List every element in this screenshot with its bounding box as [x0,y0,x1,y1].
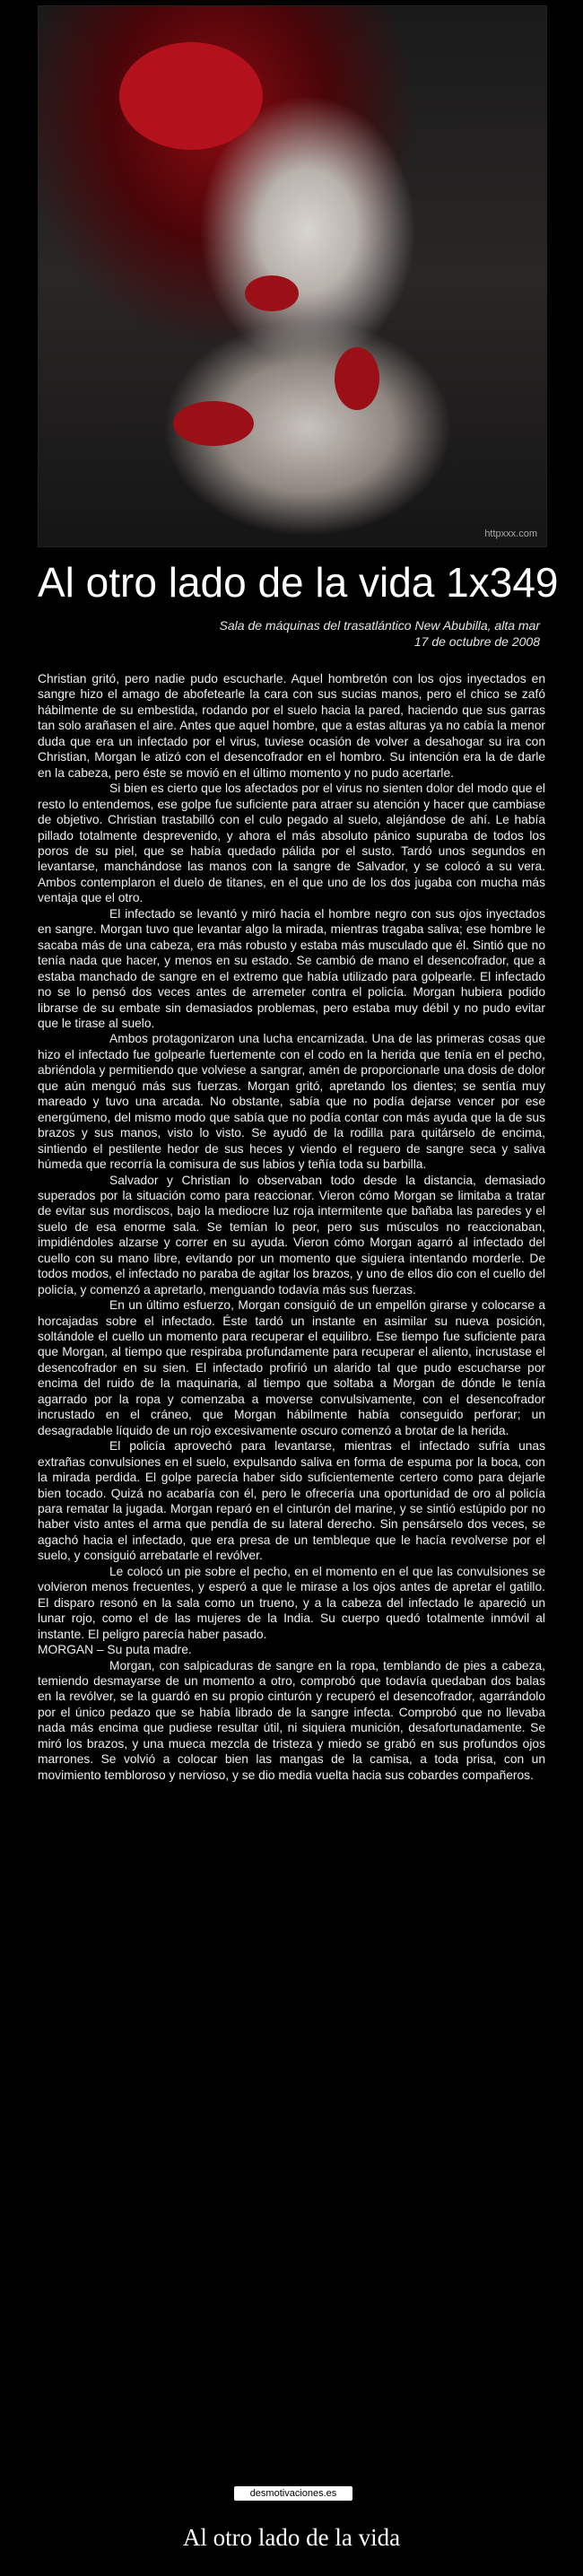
story-paragraph: El infectado se levantó y miró hacia el hombre negro con sus ojos inyectados en sangre. Morgan tuvo que levantar algo la mirada, mientras tragaba saliva; ese hombre le sacaba más de una cabeza, era más robusto y estaba más musculado que él. Sintió que no tenía nada que hacer, y menos en su estado. Se cambió de mano el desencofrador, que a estaba manchado de sangre en el extremo que había utilizado para golpearle. El infectado no se lo pensó dos veces antes de arremeter contra el policía. Morgan hubiera podido librarse de su embate sin demasiados problemas, pero estaba muy débil y no pudo evitar que le tirase al suelo. [38,906,545,1030]
story-paragraph: El policía aprovechó para levantarse, mientras el infectado sufría unas extrañas convulsiones en el suelo, expulsando saliva en forma de espuma por la boca, con la mirada perdida. El golpe parecía haber sido suficientemente certero como para dejarle bien tocado. Quizá no acabaría con él, pero le ofrecería una oportunidad de oro al policía para rematar la jugada. Morgan reparó en el cinturón del marine, y se sintió estúpido por no haber visto antes el arma que pendía de su lateral derecho. Sin pensárselo dos veces, se agachó hacia el infectado, que era presa de un tembleque que le hacía revolverse por el suelo, y consiguió arrebatarle el revólver. [38,1439,545,1563]
red-hair [119,42,263,150]
poster-caption: Al otro lado de la vida [182,2524,401,2551]
blood-stain [173,401,254,446]
story-paragraph: Salvador y Christian lo observaban todo desde la distancia, demasiado superados por la situación como para reaccionar. Vieron cómo Morgan se limitaba a tratar de evitar sus mordiscos, bajo la mediocre luz roja intermitente que bañaba las paredes y el suelo de esa enorme sala. Se temían lo peor, pero sus músculos no reaccionaban, impidiéndoles alzarse y correr en su ayuda. Vieron cómo Morgan agarró al infectado del cuello con su mano libre, evitando por un momento que siguiera intentando morderle. De todos modos, el infectado no paraba de agitar los brazos, y uno de ellos dio con el cuello del policía, y comenzó a apretarlo, menguando todavía más sus fuerzas. [38,1173,545,1297]
story-dialogue: MORGAN – Su puta madre. [38,1643,192,1657]
story-text [38,671,545,1783]
story-paragraph: Ambos protagonizaron una lucha encarnizada. Una de las primeras cosas que hizo el infectado fue golpearle fuertemente con el codo en la herida que tenía en el pecho, abriéndola y permitiendo que volviese a sangrar, amén de proporcionarle una dosis de dolor que aún menguó más sus fuerzas. Morgan gritó, apretando los dientes; se sentía muy mareado y tuvo una arcada. No obstante, sabía que no podía dejarse vencer por ese energúmeno, del mismo modo que sabía que no podía contar con más ayuda que la de sus brazos y sus manos, visto lo visto. Se ayudó de la rodilla para quitárselo de encima, sintiendo el pestilente hedor de sus heces y viendo el reguero de sangre seca y saliva húmeda que recorría la comisura de sus labios y teñía toda su barbilla. [38,1032,545,1172]
zombie-woman-photo [38,5,547,547]
site-watermark[interactable]: desmotivaciones.es [234,2486,352,2501]
photo-credit: httpxxx.com [484,528,537,539]
blood-stain [335,347,379,410]
story-paragraph: En un último esfuerzo, Morgan consiguió de un empellón girarse y colocarse a horcajadas sobre el infectado. Éste tardó un instante en asimilar su nueva posición, soltándole el cuello un momento para recuperar el equilibro. Ese tiempo fue suficiente para que Morgan, al tiempo que respiraba profundamente para recuperar el aliento, incrustase el desencofrador en su sien. El infectado profirió un alarido tal que pudo escucharse por encima del ruido de la maquinaria, al tiempo que soltaba a Morgan de dónde le tenía agarrado por la ropa y comenzaba a moverse convulsivamente, con el desencofrador incrustado en el cráneo, que Morgan hábilmente había conseguido perforar; un desagradable líquido de un rojo excesivamente oscuro comenzó a brotar de la herida. [38,1298,545,1437]
story-paragraph: Morgan, con salpicaduras de sangre en la ropa, temblando de pies a cabeza, temiendo desmayarse de un momento a otro, comprobó que todavía quedaban dos balas en la revólver, se la guardó en su propio cinturón y recuperó el desencofrador, agarrándolo por el único pedazo que se había librado de la sangre infecta. Comprobó que no llevaba nada más encima que pudiese resultar útil, ni siquiera munición, desafortunadamente. Se miró los brazos, y una mueca mezcla de tristeza y miedo se grabó en sus profundos ojos marrones. Se volvió a colocar bien las mangas de la camisa, a toda prisa, con un movimiento tembloroso y nervioso, y se dio media vuelta hacia sus cobardes compañeros. [38,1658,545,1782]
demotivational-poster [7,5,576,2513]
poster-title: Al otro lado de la vida 1x349 [38,559,559,606]
story-paragraph: Christian gritó, pero nadie pudo escucharle. Aquel hombretón con los ojos inyectados en sangre hizo el amago de abofetearle la cara con sus sucias manos, pero el chico se zafó hábilmente de su embestida, rodando por el suelo hacia la pared, haciendo que sus garras tan solo arañasen el aire. Antes que aquel hombre, que a estas alturas ya no cabía la menor duda que era un infectado por el virus, tuviese ocasión de volver a desahogar su ira con Christian, Morgan le atizó con el desencofrador en el hombro. Su intención era la de darle en la cabeza, pero éste se movió en el último momento y no pudo acertarle. [38,672,545,780]
poster-subtitle [91,617,540,650]
story-paragraph: Le colocó un pie sobre el pecho, en el momento en el que las convulsiones se volvieron menos frecuentes, y esperó a que le mirase a los ojos antes de apretar el gatillo. El disparo resonó en la sala como un trueno, y a la cabeza del infectado le apareció un lunar rojo, como el de las mujeres de la India. Su cuerpo quedó totalmente inmóvil al instante. El peligro parecía haber pasado. [38,1564,545,1641]
story-paragraph: Si bien es cierto que los afectados por el virus no sienten dolor del modo que el resto lo entendemos, ese golpe fue suficiente para atraer su atención y hacer que cambiase de objetivo. Christian trastabilló con el culo pegado al suelo, alejándose de ahí. Le había pillado totalmente desprevenido, y ahora el más absoluto pánico supuraba de todos los poros de su piel, que se había quedado pálida por el susto. Tardó unos segundos en levantarse, manchándose las manos con la sangre de Salvador, y se colocó a su vera. Ambos contemplaron el duelo de titanes, en el que uno de los dos jugaba con mucha más ventaja que el otro. [38,782,545,905]
subtitle-date: 17 de octubre de 2008 [413,634,540,649]
blood-stain [245,275,299,311]
subtitle-location: Sala de máquinas del trasatlántico New Abubilla, alta mar [219,618,540,633]
